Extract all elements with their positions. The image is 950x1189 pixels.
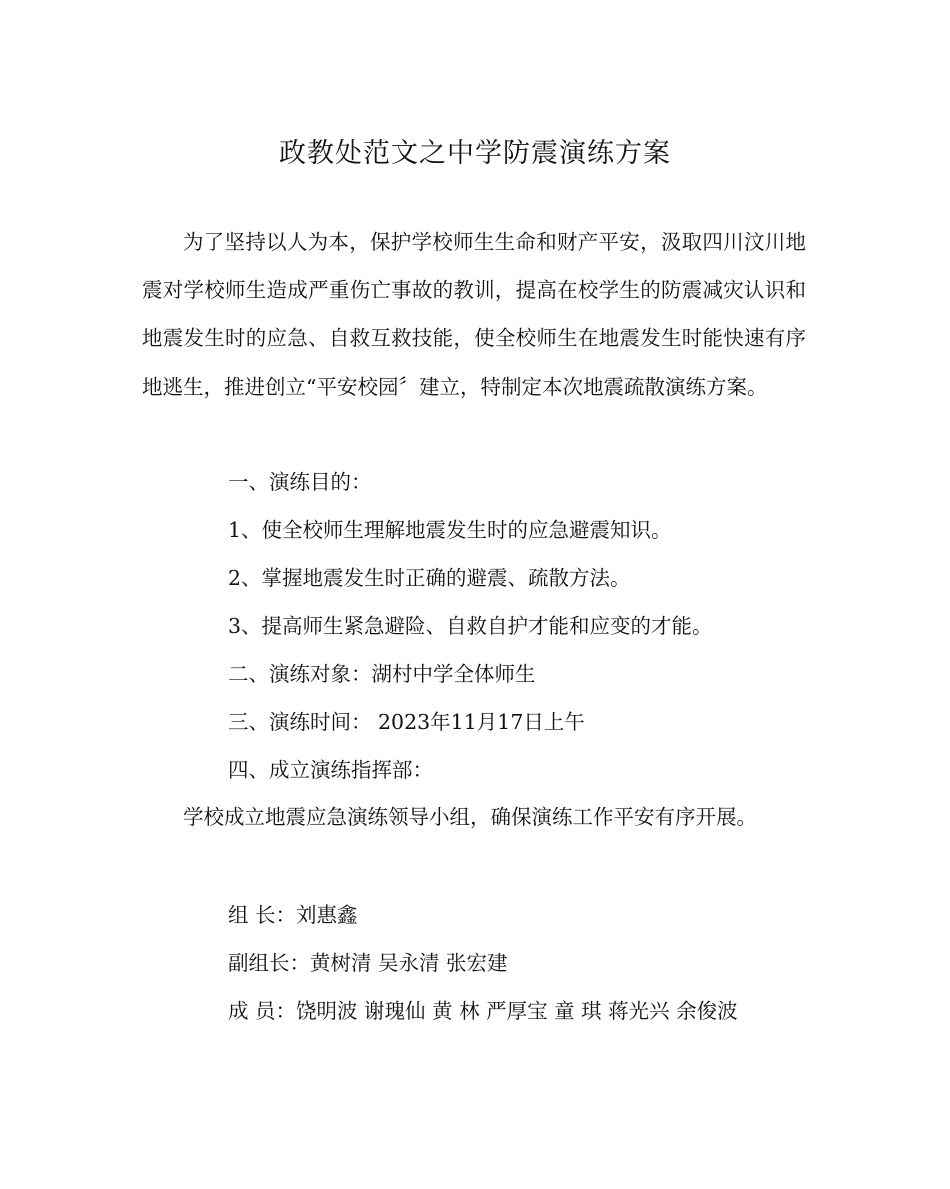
section-time: 三、演练时间： 2023年11月17日上午 bbox=[228, 710, 585, 734]
section-heading-command: 四、成立演练指挥部： bbox=[228, 758, 433, 782]
command-paragraph: 学校成立地震应急演练领导小组，确保演练工作平安有序开展。 bbox=[183, 805, 757, 829]
goal-item-2: 2、掌握地震发生时正确的避震、疏散方法。 bbox=[228, 566, 631, 590]
leader-line: 组 长：刘惠鑫 bbox=[228, 903, 358, 927]
goal-item-3: 3、提高师生紧急避险、自救自护才能和应变的才能。 bbox=[228, 614, 713, 638]
members-line: 成 员：饶明波 谢瑰仙 黄 林 严厚宝 童 琪 蒋光兴 余俊波 bbox=[228, 999, 738, 1023]
section-targets: 二、演练对象：湖村中学全体师生 bbox=[228, 662, 536, 686]
section-heading-goals: 一、演练目的： bbox=[228, 470, 372, 494]
goal-item-1: 1、使全校师生理解地震发生时的应急避震知识。 bbox=[228, 518, 672, 542]
intro-paragraph: 为了坚持以人为本，保护学校师生生命和财产平安，汲取四川汶川地震对学校师生造成严重伤亡事故的教训，提高在校学生的防震减灾认识和地震发生时的应急、自救互救技能，使全校师生在地震发生时能快速有序地逃生，推进创立“平安校园〞建立，特制定本次地震疏散演练方案。 bbox=[142, 230, 806, 399]
page-title: 政教处范文之中学防震演练方案 bbox=[279, 138, 671, 169]
deputy-leader-line: 副组长：黄树清 吴永清 张宏建 bbox=[228, 951, 508, 975]
